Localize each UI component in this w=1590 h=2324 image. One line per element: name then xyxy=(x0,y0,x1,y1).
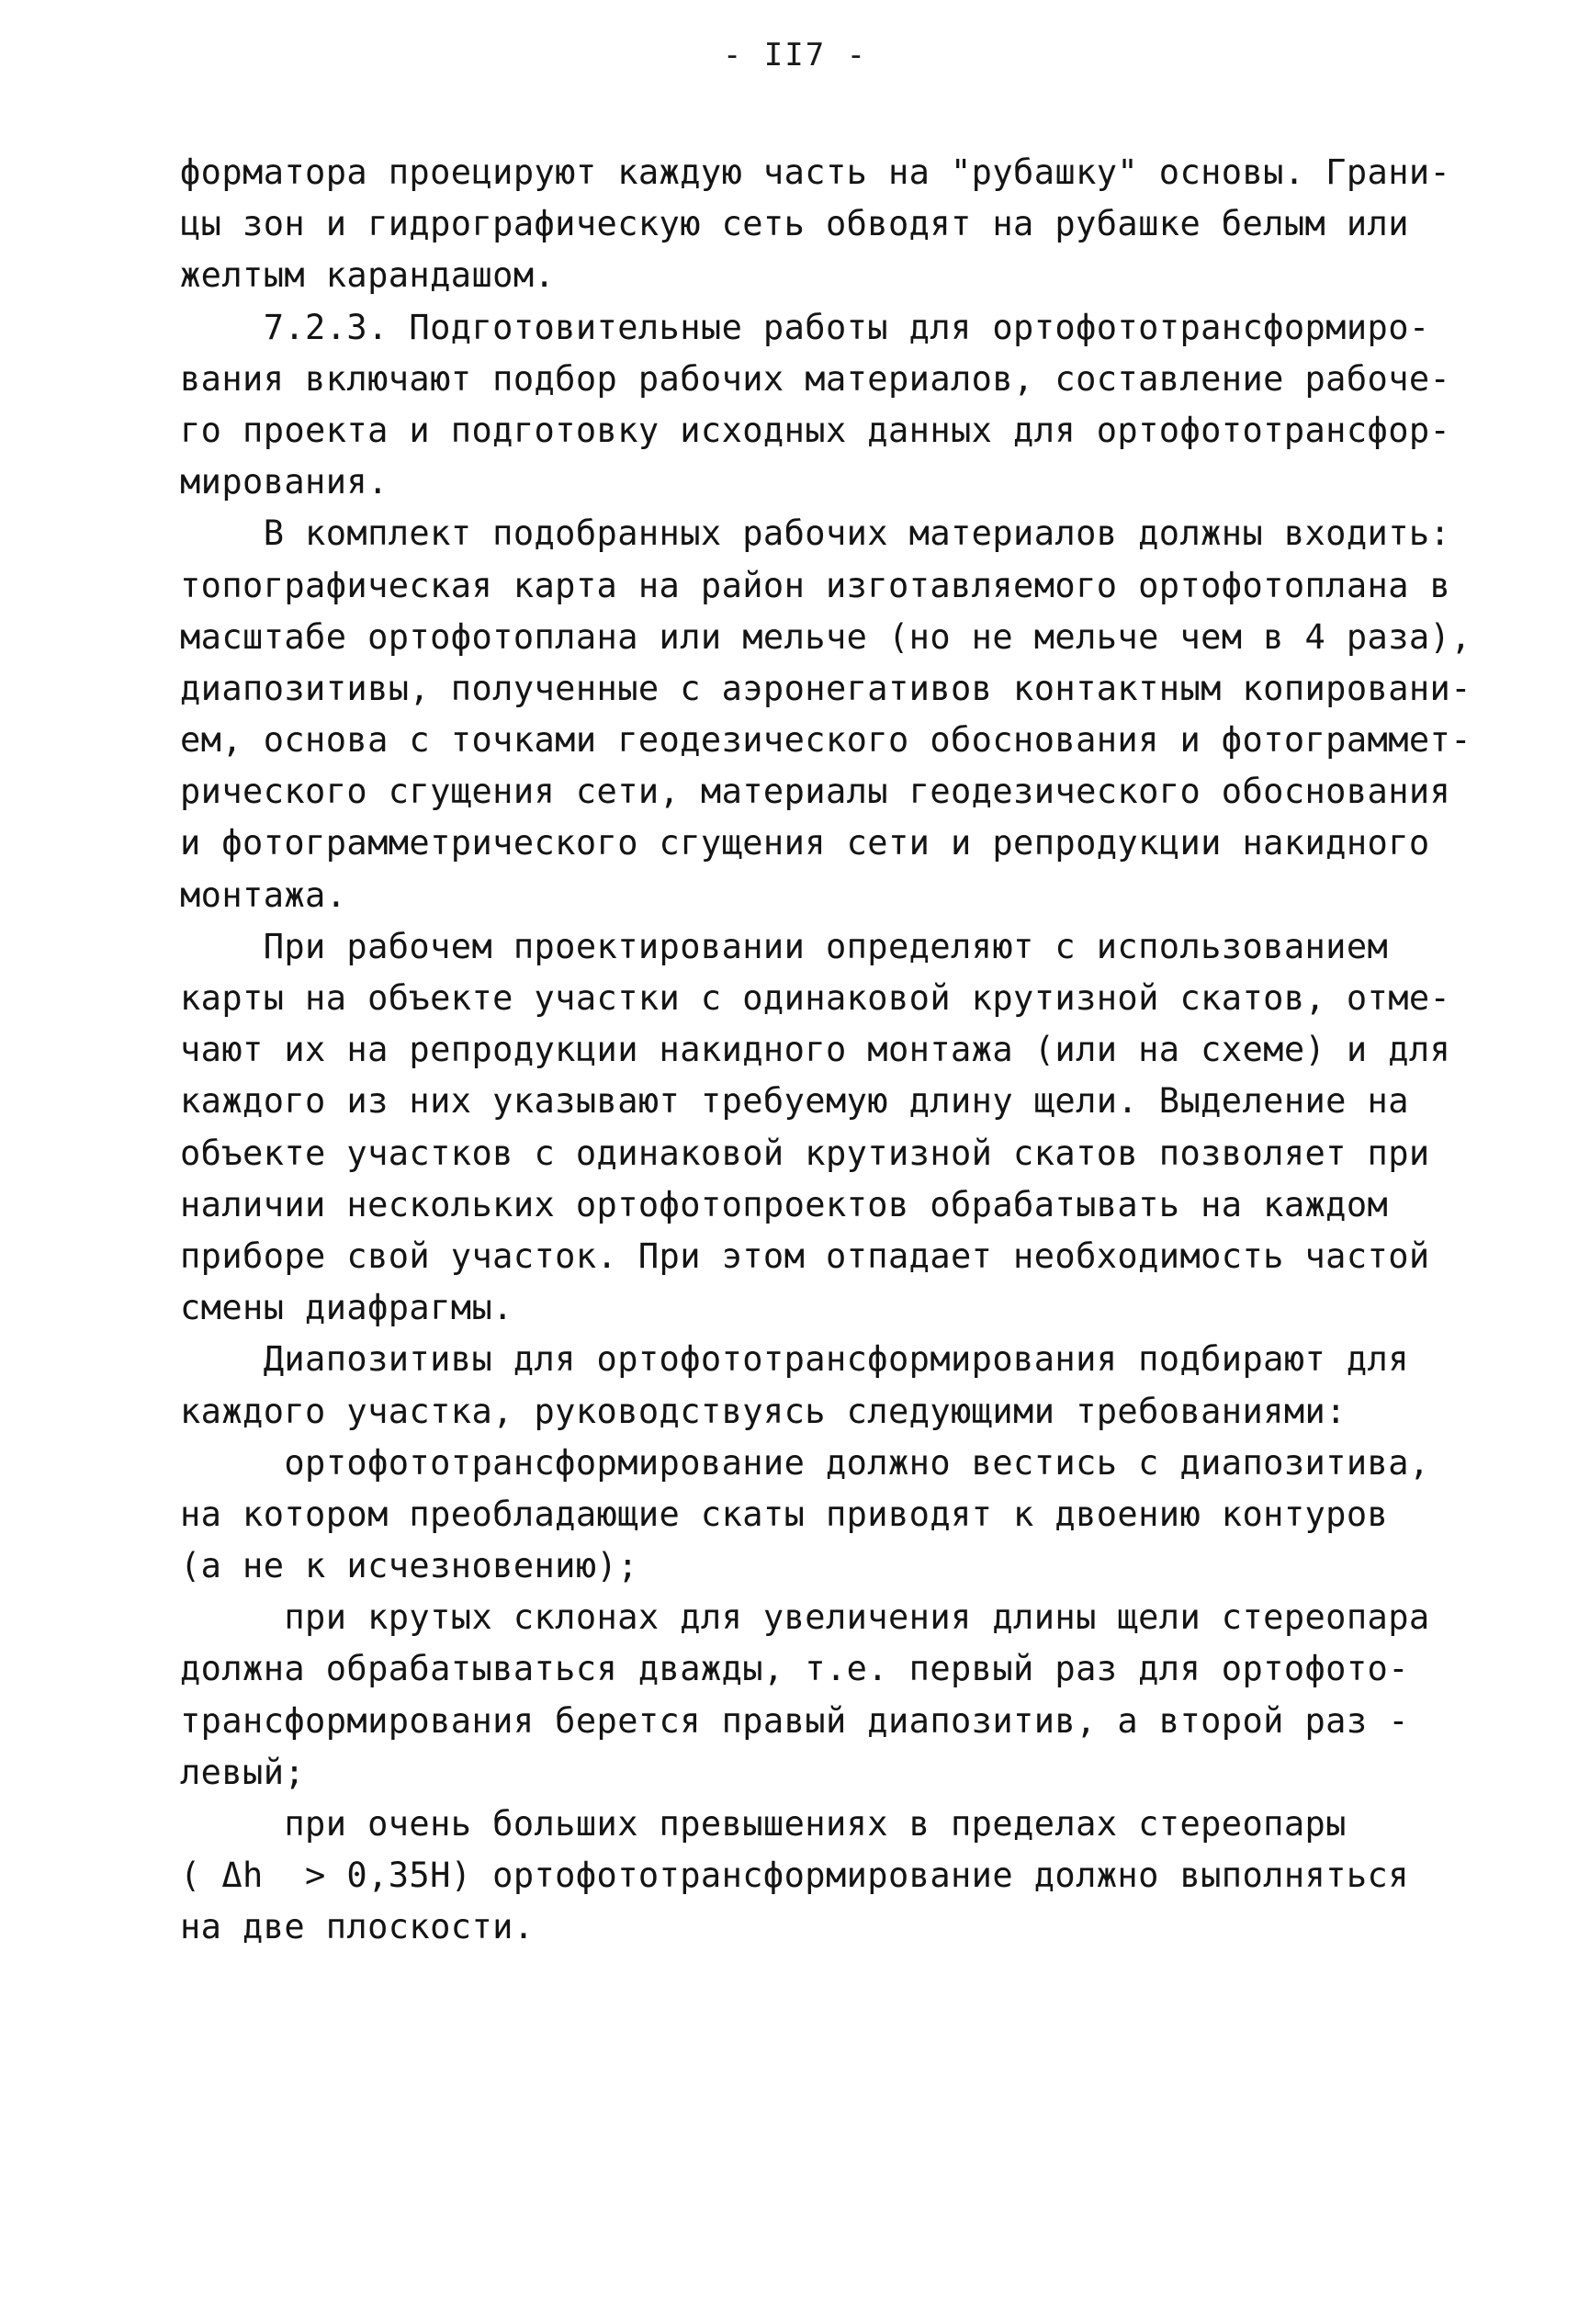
text-line: объекте участков с одинаковой крутизной скатов позволяет при xyxy=(180,1133,1430,1173)
body-text xyxy=(180,147,1484,1954)
text-line: При рабочем проектировании определяют с использованием xyxy=(180,926,1389,966)
text-line: карты на объекте участки с одинаковой крутизной скатов, отме- xyxy=(180,978,1451,1018)
text-line: желтым карандашом. xyxy=(180,255,556,296)
text-line: на две плоскости. xyxy=(180,1907,535,1947)
text-line: цы зон и гидрографическую сеть обводят на рубашке белым или xyxy=(180,204,1409,244)
text-line: В комплект подобранных рабочих материалов должны входить: xyxy=(180,513,1451,554)
text-line: (а не к исчезновению); xyxy=(180,1546,638,1586)
text-line: форматора проецируют каждую часть на "рубашку" основы. Грани- xyxy=(180,152,1451,192)
text-line: должна обрабатываться дважды, т.е. первый раз для ортофото- xyxy=(180,1649,1409,1689)
text-line: при очень больших превышениях в пределах стереопары xyxy=(180,1804,1347,1844)
text-line: трансформирования берется правый диапозитив, а второй раз - xyxy=(180,1700,1409,1741)
text-line: каждого участка, руководствуясь следующими требованиями: xyxy=(180,1391,1347,1431)
text-line: ем, основа с точками геодезического обоснования и фотограммет- xyxy=(180,720,1472,761)
text-line: монтажа. xyxy=(180,874,347,915)
text-line: левый; xyxy=(180,1752,306,1792)
text-line: рического сгущения сети, материалы геодезического обоснования xyxy=(180,772,1451,812)
text-line: чают их на репродукции накидного монтажа (или на схеме) и для xyxy=(180,1030,1451,1070)
text-line: диапозитивы, полученные с аэронегативов контактным копировани- xyxy=(180,668,1472,708)
text-line: топографическая карта на район изготавляемого ортофотоплана в xyxy=(180,565,1451,605)
text-line: 7.2.3. Подготовительные работы для ортофототрансформиро- xyxy=(180,307,1430,347)
text-line: приборе свой участок. При этом отпадает необходимость частой xyxy=(180,1235,1430,1276)
text-line: при крутых склонах для увеличения длины щели стереопара xyxy=(180,1597,1430,1638)
text-line: масштабе ортофотоплана или мельче (но не мельче чем в 4 раза), xyxy=(180,616,1472,657)
text-line: и фотограмметрического сгущения сети и репродукции накидного xyxy=(180,823,1430,863)
text-line: каждого из них указывают требуемую длину щели. Выделение на xyxy=(180,1081,1409,1122)
text-line: наличии нескольких ортофотопроектов обрабатывать на каждом xyxy=(180,1184,1389,1224)
text-line: мирования. xyxy=(180,462,389,502)
text-line: Диапозитивы для ортофототрансформирования подбирают для xyxy=(180,1339,1409,1380)
text-line: ортофототрансформирование должно вестись с диапозитива, xyxy=(180,1442,1430,1483)
text-line: ( Δh > 0,35H) ортофототрансформирование должно выполняться xyxy=(180,1856,1409,1896)
text-line: вания включают подбор рабочих материалов, составление рабоче- xyxy=(180,358,1451,399)
page-number: - II7 - xyxy=(722,37,868,73)
text-line: на котором преобладающие скаты приводят к двоению контуров xyxy=(180,1494,1389,1534)
text-line: смены диафрагмы. xyxy=(180,1288,513,1328)
text-line: го проекта и подготовку исходных данных для ортофототрансфор- xyxy=(180,410,1451,450)
